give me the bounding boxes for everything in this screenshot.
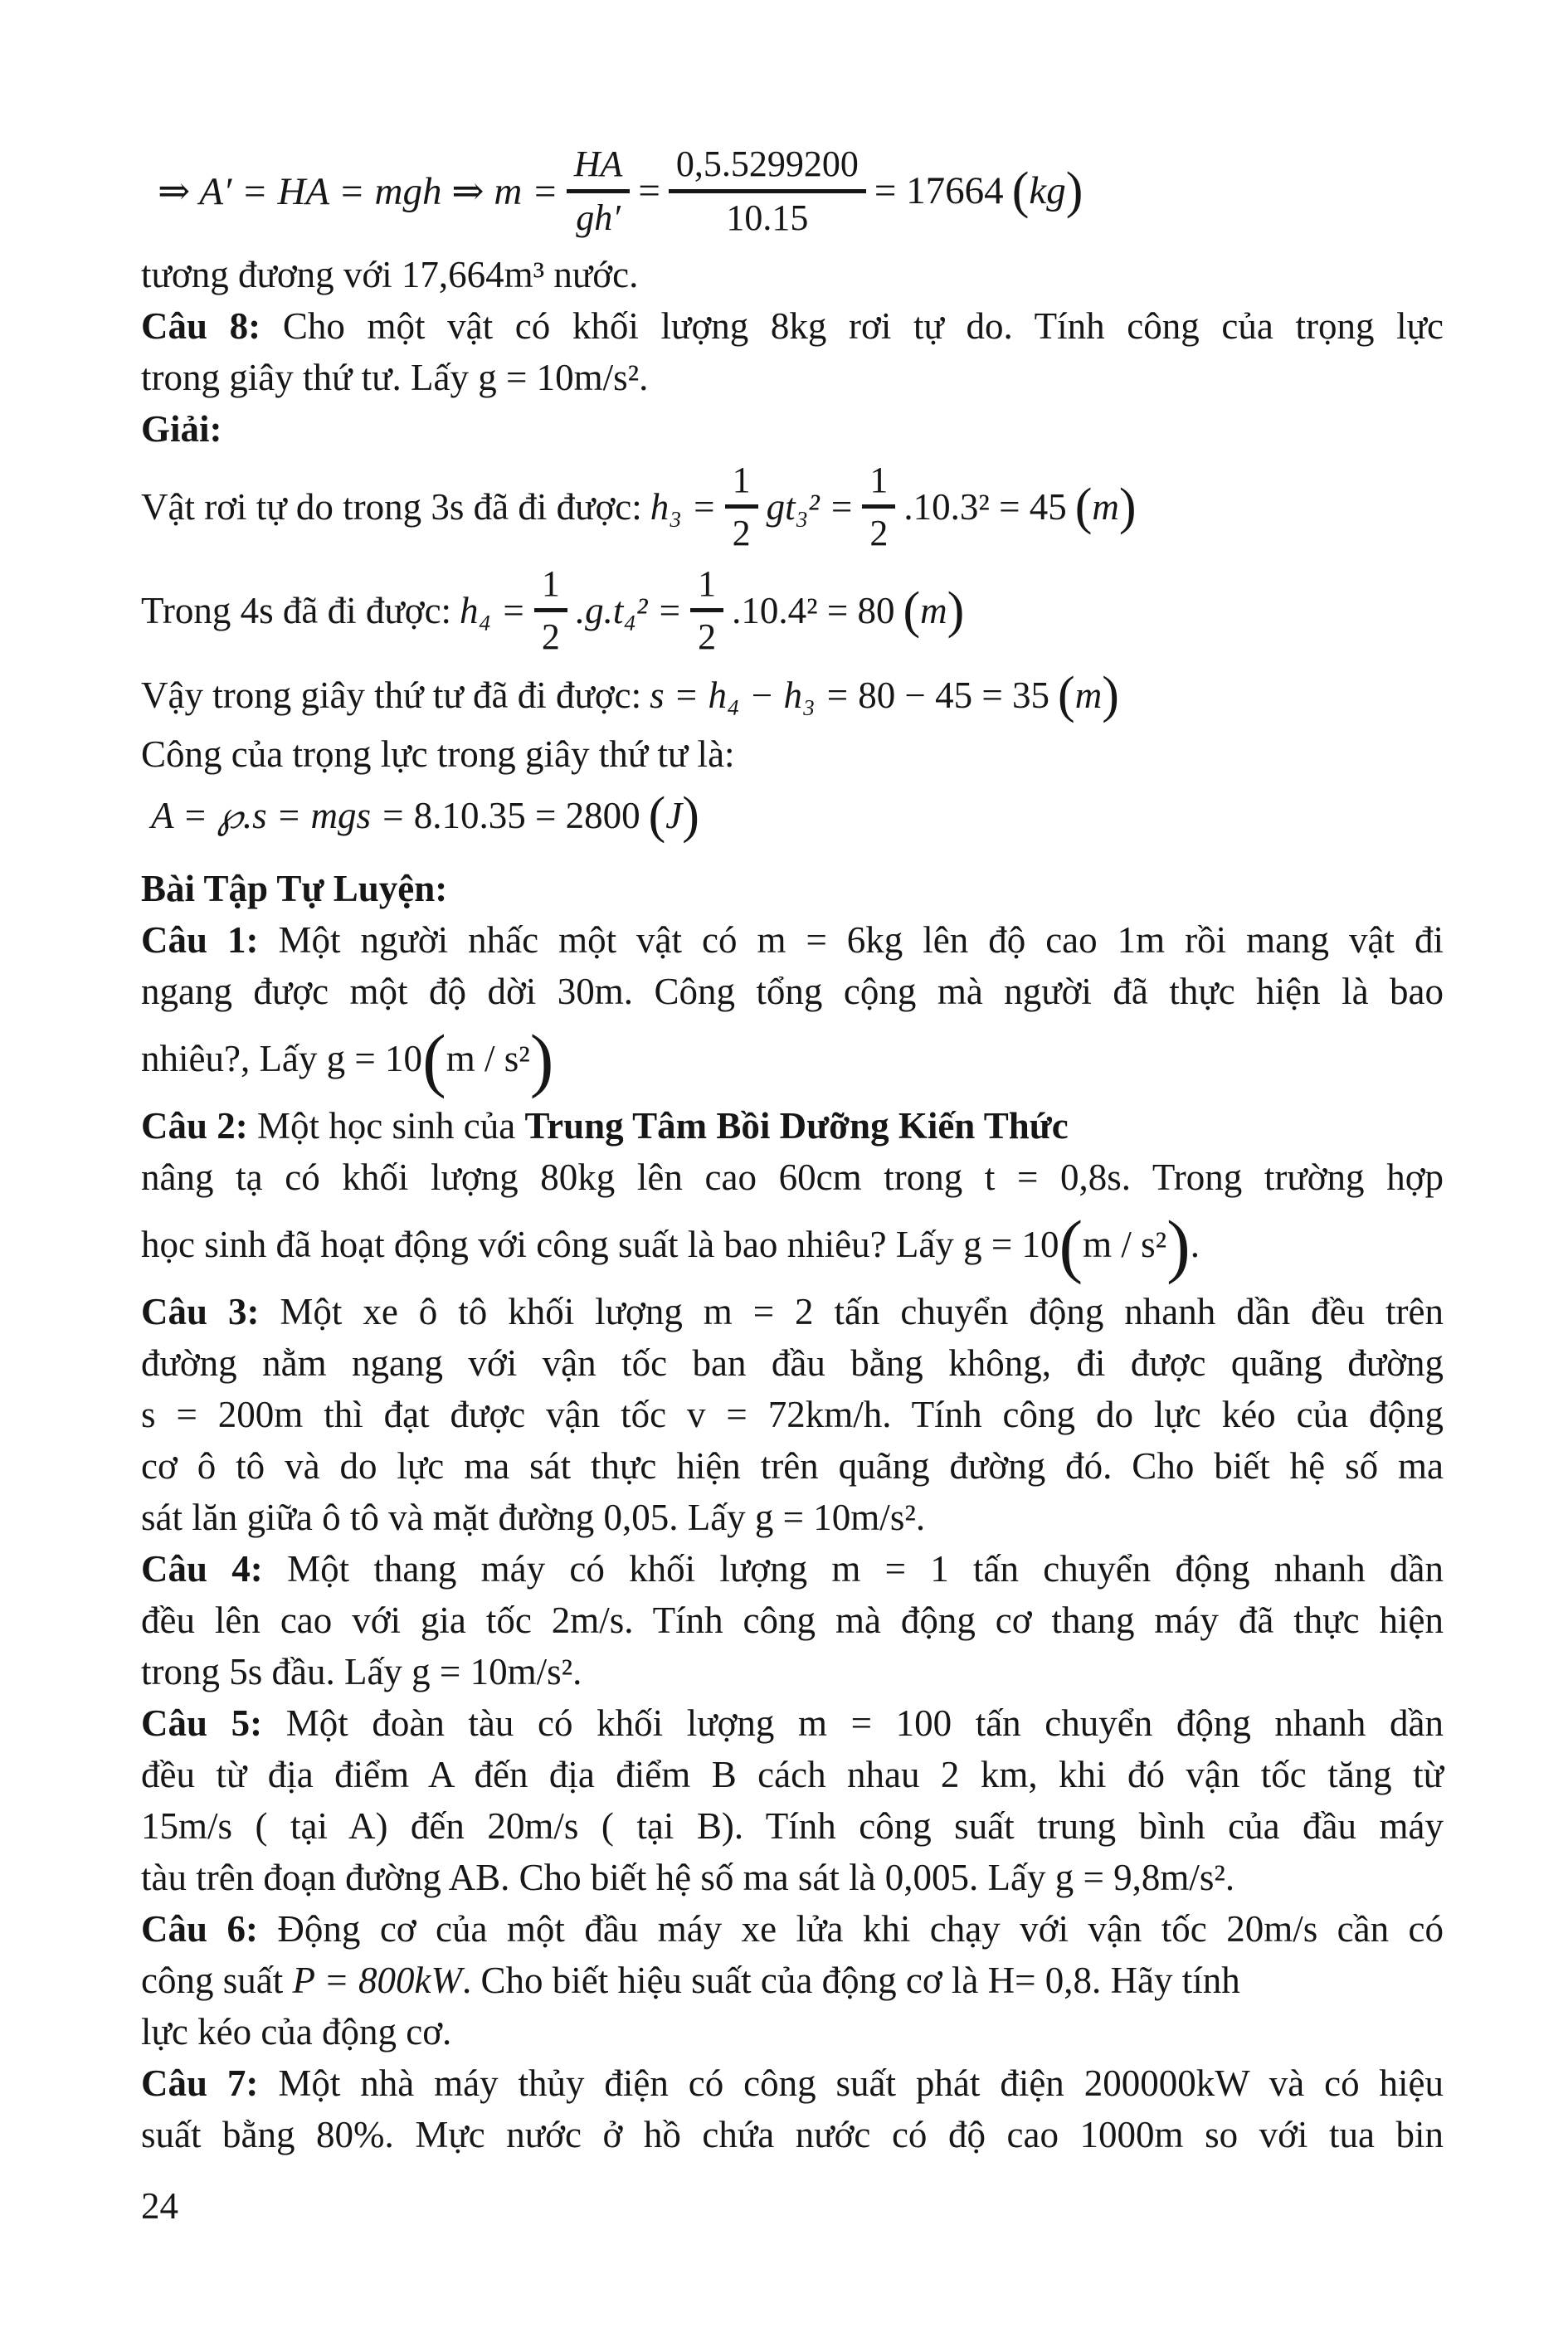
fraction-numerator: 1 bbox=[862, 460, 895, 509]
left-paren: ( bbox=[648, 786, 666, 844]
formula-lhs: ⇒ A′ = HA = mgh ⇒ m = bbox=[158, 169, 558, 213]
fraction-half bbox=[725, 460, 758, 554]
practice-section-heading: Bài Tập Tự Luyện: bbox=[141, 868, 448, 909]
line-text-end: . Cho biết hiệu suất của động cơ là H= 0,8. Hãy tính bbox=[461, 1960, 1240, 2001]
problem-8-text: Cho một vật có khối lượng 8kg rơi tự do. Tính công của trọng lực bbox=[261, 305, 1444, 347]
equivalent-volume-line: tương đương với 17,664m³ nước. bbox=[141, 254, 639, 295]
unit-label: m bbox=[920, 589, 947, 631]
unit-group-kg bbox=[1012, 165, 1083, 217]
problem-3-line-3: s = 200m thì đạt được vận tốc v = 72km/h. Tính công do lực kéo của động bbox=[141, 1394, 1444, 1435]
formula-distance bbox=[141, 662, 1444, 728]
problem-7-line-1 bbox=[141, 2057, 1444, 2109]
right-paren: ) bbox=[947, 582, 965, 639]
problem-7-text: Một nhà máy thủy điện có công suất phát điện 200000kW và có hiệu bbox=[258, 2062, 1444, 2104]
problem-4-label: Câu 4: bbox=[141, 1548, 263, 1590]
fraction-half bbox=[534, 563, 567, 658]
problem-5-line-1 bbox=[141, 1697, 1444, 1749]
unit-group-j bbox=[648, 786, 699, 844]
fraction-numerator: 0,5.5299200 bbox=[669, 144, 866, 192]
right-paren: ) bbox=[1102, 667, 1119, 723]
formula-mass-result bbox=[141, 133, 1444, 249]
math-mid: .g.t₄² = bbox=[575, 589, 683, 631]
unit-label: m bbox=[1074, 674, 1103, 716]
problem-4-line-1 bbox=[141, 1543, 1444, 1595]
center-name-bold: Trung Tâm Bồi Dưỡng Kiến Thức bbox=[524, 1105, 1069, 1147]
problem-3-line-4: cơ ô tô và do lực ma sát thực hiện trên quãng đường đó. Cho biết hệ số ma bbox=[141, 1445, 1444, 1487]
fraction-numeric bbox=[669, 144, 866, 238]
math-mid: gt₃² = bbox=[766, 485, 855, 528]
formula-label: Trong 4s đã đi được: bbox=[141, 589, 452, 631]
page-number: 24 bbox=[141, 2185, 178, 2227]
fraction-denominator: 2 bbox=[869, 513, 889, 553]
fraction-denominator: 2 bbox=[698, 616, 717, 657]
problem-6-line-2 bbox=[141, 1955, 1444, 2006]
unit-label: m / s² bbox=[446, 1038, 530, 1079]
problem-5-text: Một đoàn tàu có khối lượng m = 100 tấn chuyển động nhanh dần bbox=[262, 1702, 1444, 1744]
problem-7-line-2: suất bằng 80%. Mực nước ở hồ chứa nước có độ cao 1000m so với tua bin bbox=[141, 2114, 1444, 2155]
math-lhs: s = h₄ − h₃ = bbox=[650, 674, 850, 716]
problem-6-line-1 bbox=[141, 1903, 1444, 1955]
solution-heading: Giải: bbox=[141, 408, 222, 450]
math-expression: g = 10 bbox=[963, 1224, 1059, 1265]
line-text: học sinh đã hoạt động với công suất là bao nhiêu? Lấy bbox=[141, 1224, 964, 1265]
problem-2-line-3: học sinh đã hoạt động với công suất là bao nhiêu? Lấy g = 10(m / s²). bbox=[141, 1205, 1200, 1285]
math-result: 8.10.35 = 2800 bbox=[413, 794, 640, 836]
problem-4-line-2: đều lên cao với gia tốc 2m/s. Tính công mà động cơ thang máy đã thực hiện bbox=[141, 1600, 1444, 1641]
fraction-numerator: 1 bbox=[534, 563, 567, 612]
line-text: công suất bbox=[141, 1960, 293, 2001]
math-lhs: A = ℘.s = mgs = bbox=[151, 795, 406, 836]
left-paren: ( bbox=[903, 582, 921, 639]
problem-8-label: Câu 8: bbox=[141, 305, 261, 347]
formula-result: = 17664 bbox=[874, 169, 1004, 212]
problem-6-text: Động cơ của một đầu máy xe lửa khi chạy với vận tốc 20m/s cần có bbox=[257, 1908, 1444, 1950]
problem-3-line-1 bbox=[141, 1286, 1444, 1337]
fraction-ha-gh bbox=[567, 144, 631, 238]
math-lhs: h₃ = bbox=[650, 485, 717, 528]
fraction-denominator: gh′ bbox=[576, 197, 621, 238]
page-content bbox=[141, 133, 1444, 2160]
problem-5-line-4: tàu trên đoạn đường AB. Cho biết hệ số ma sát là 0,005. Lấy g = 9,8m/s². bbox=[141, 1857, 1235, 1898]
problem-3-label: Câu 3: bbox=[141, 1291, 260, 1332]
problem-1-line-3: nhiêu?, Lấy g = 10(m / s²) bbox=[141, 1020, 554, 1099]
problem-1-line-2: ngang được một độ dời 30m. Công tổng cộng mà người đã thực hiện là bao bbox=[141, 971, 1444, 1012]
left-paren: ( bbox=[1074, 478, 1093, 535]
problem-6-line-3: lực kéo của động cơ. bbox=[141, 2011, 452, 2053]
fraction-half bbox=[862, 460, 895, 554]
left-paren: ( bbox=[1058, 667, 1075, 723]
fraction-half bbox=[690, 563, 723, 658]
right-paren: ) bbox=[682, 786, 699, 844]
right-paren: ) bbox=[1118, 478, 1137, 535]
formula-label: Vật rơi tự do trong 3s đã đi được: bbox=[141, 485, 642, 528]
equals-sign: = bbox=[638, 169, 660, 212]
problem-1-label: Câu 1: bbox=[141, 919, 259, 961]
problem-7-label: Câu 7: bbox=[141, 2062, 259, 2104]
formula-h4 bbox=[141, 558, 1444, 662]
unit-label: m bbox=[1092, 485, 1119, 528]
unit-label: J bbox=[665, 794, 683, 836]
fraction-numerator: 1 bbox=[725, 460, 758, 509]
right-paren: ) bbox=[1065, 163, 1083, 219]
formula-work bbox=[141, 780, 1444, 850]
fraction-denominator: 10.15 bbox=[726, 197, 809, 238]
unit-label: m / s² bbox=[1083, 1224, 1167, 1265]
math-lhs: h₄ = bbox=[460, 589, 526, 631]
formula-label: Vậy trong giây thứ tư đã đi được: bbox=[141, 674, 642, 716]
fraction-denominator: 2 bbox=[732, 513, 751, 553]
fraction-denominator: 2 bbox=[541, 616, 560, 657]
formula-h3 bbox=[141, 455, 1444, 558]
problem-2-line-2: nâng tạ có khối lượng 80kg lên cao 60cm trong t = 0,8s. Trong trường hợp bbox=[141, 1157, 1444, 1198]
line-text-end: . bbox=[1190, 1224, 1200, 1265]
problem-2-text: Một học sinh của bbox=[247, 1105, 525, 1147]
work-intro-line: Công của trọng lực trong giây thứ tư là: bbox=[141, 733, 735, 775]
problem-5-line-2: đều từ địa điểm A đến địa điểm B cách nhau 2 km, khi đó vận tốc tăng từ bbox=[141, 1754, 1444, 1795]
unit-group-m bbox=[1074, 478, 1137, 535]
problem-3-text: Một xe ô tô khối lượng m = 2 tấn chuyển động nhanh dần đều trên bbox=[259, 1291, 1444, 1332]
problem-8-line-2: trong giây thứ tư. Lấy g = 10m/s². bbox=[141, 357, 649, 398]
line-text: nhiêu?, Lấy bbox=[141, 1038, 327, 1079]
problem-8-line-1 bbox=[141, 300, 1444, 352]
problem-5-line-3: 15m/s ( tại A) đến 20m/s ( tại B). Tính công suất trung bình của đầu máy bbox=[141, 1805, 1444, 1847]
unit-group-m bbox=[903, 582, 965, 639]
problem-3-line-5: sát lăn giữa ô tô và mặt đường 0,05. Lấy g = 10m/s². bbox=[141, 1497, 926, 1538]
math-result: .10.3² = 45 bbox=[903, 485, 1067, 528]
left-paren: ( bbox=[1011, 163, 1030, 219]
unit-group-m bbox=[1058, 667, 1119, 723]
unit-label: kg bbox=[1029, 169, 1066, 212]
problem-6-label: Câu 6: bbox=[141, 1908, 258, 1950]
problem-2-line-1 bbox=[141, 1100, 1444, 1152]
math-power: P = 800kW bbox=[292, 1960, 462, 2001]
fraction-numerator: 1 bbox=[690, 563, 723, 612]
math-expression: g = 10 bbox=[326, 1038, 423, 1079]
problem-1-line-1 bbox=[141, 914, 1444, 966]
math-result: .10.4² = 80 bbox=[732, 589, 895, 631]
math-result: 80 − 45 = 35 bbox=[858, 674, 1050, 716]
problem-5-label: Câu 5: bbox=[141, 1702, 263, 1744]
problem-2-label: Câu 2: bbox=[141, 1105, 248, 1147]
problem-4-text: Một thang máy có khối lượng m = 1 tấn chuyển động nhanh dần bbox=[262, 1548, 1444, 1590]
problem-3-line-2: đường nằm ngang với vận tốc ban đầu bằng không, đi được quãng đường bbox=[141, 1342, 1444, 1384]
fraction-numerator: HA bbox=[567, 144, 631, 192]
problem-1-text: Một người nhấc một vật có m = 6kg lên độ cao 1m rồi mang vật đi bbox=[258, 919, 1444, 961]
problem-4-line-3: trong 5s đầu. Lấy g = 10m/s². bbox=[141, 1651, 582, 1692]
